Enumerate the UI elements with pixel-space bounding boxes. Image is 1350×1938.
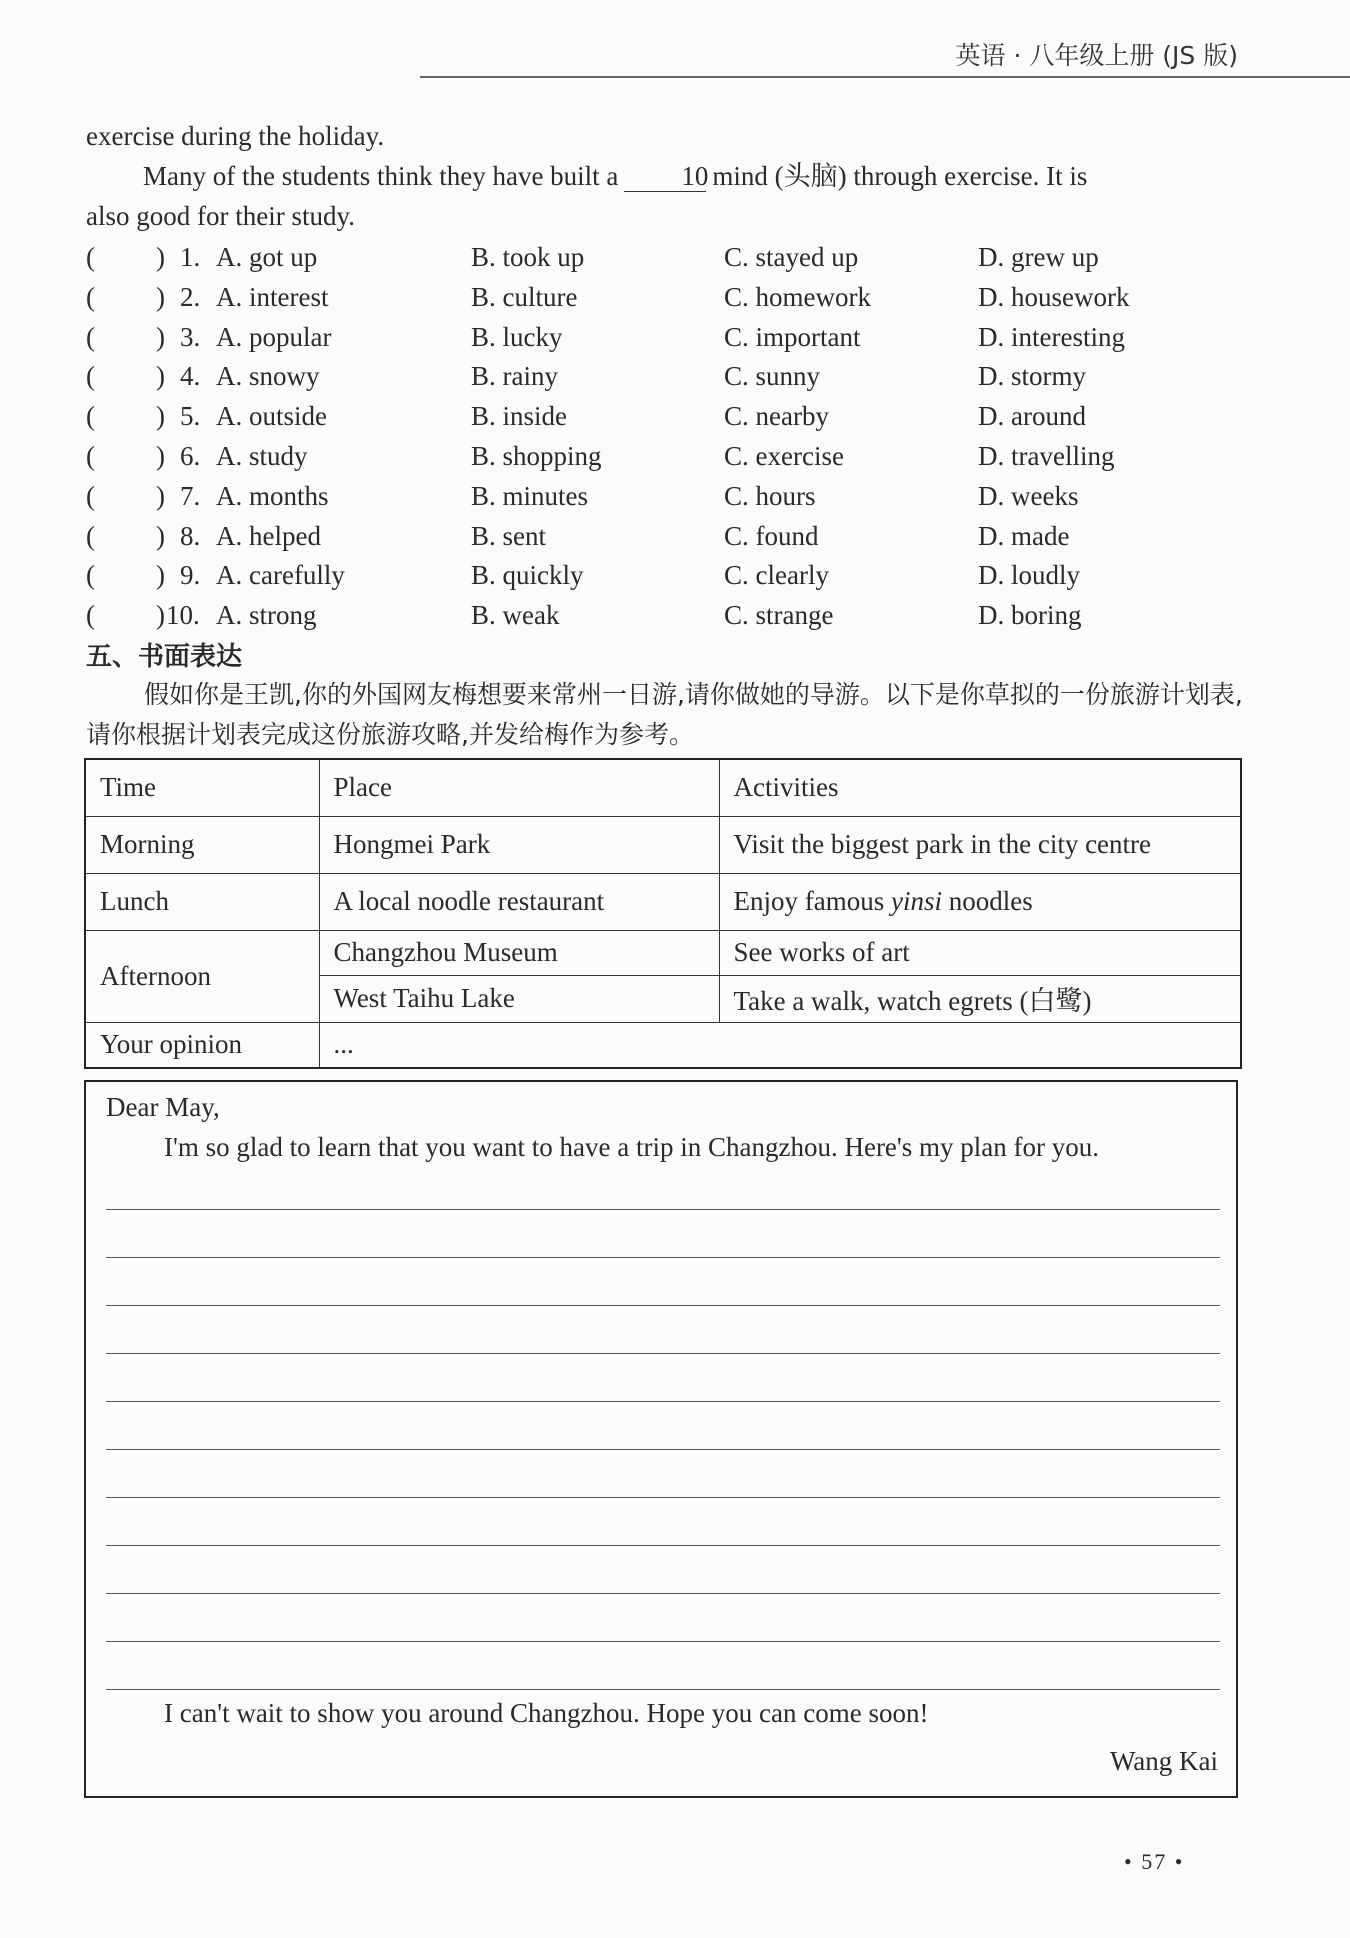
option-b: B. lucky: [471, 321, 563, 352]
table-row-afternoon-1: [85, 930, 1241, 975]
question-row-10: [86, 595, 1266, 635]
option-d: D. around: [978, 401, 1086, 432]
table-row-lunch: [85, 873, 1241, 930]
option-b: B. rainy: [471, 361, 558, 392]
time-lunch: Lunch: [85, 873, 319, 930]
passage-line-1: exercise during the holiday.: [86, 121, 385, 151]
option-b: B. inside: [471, 401, 568, 432]
answer-paren-close: ): [156, 520, 165, 551]
answer-paren-close: ): [156, 361, 165, 392]
question-row-1: [86, 237, 1266, 277]
option-c: C. strange: [724, 600, 834, 631]
question-number: 1.: [180, 242, 201, 272]
option-c: C. found: [724, 520, 819, 551]
place-morning: Hongmei Park: [319, 816, 719, 873]
answer-paren-close: ): [156, 480, 165, 511]
answer-paren-close: ): [156, 600, 165, 631]
writing-line[interactable]: [106, 1545, 1220, 1546]
question-number: 10.: [166, 600, 200, 631]
travel-plan-table: [84, 758, 1242, 1069]
letter-writing-box: [84, 1080, 1238, 1798]
book-header-title: 英语 · 八年级上册 (JS 版): [955, 41, 1238, 70]
option-a: A. popular: [216, 321, 332, 352]
option-c: C. nearby: [724, 401, 829, 432]
question-number: 3.: [180, 321, 201, 352]
option-b: B. weak: [471, 600, 560, 631]
option-c: C. important: [724, 321, 861, 352]
option-c: C. clearly: [724, 560, 829, 591]
question-row-9: [86, 555, 1266, 595]
activity-afternoon-1: See works of art: [719, 930, 1241, 975]
letter-closing: I can't wait to show you around Changzhou. Hope you can come soon!: [164, 1698, 929, 1728]
option-b: B. took up: [471, 242, 585, 272]
question-number: 6.: [180, 440, 201, 471]
place-lunch: A local noodle restaurant: [319, 873, 719, 930]
answer-paren-open[interactable]: (: [86, 520, 95, 551]
question-row-2: [86, 277, 1266, 317]
answer-paren-close: ): [156, 242, 165, 272]
section-heading: 五、书面表达: [86, 642, 243, 672]
option-a: A. study: [216, 440, 308, 471]
opinion-placeholder: ...: [319, 1022, 1241, 1068]
option-d: D. interesting: [978, 321, 1125, 352]
question-row-7: [86, 476, 1266, 516]
writing-line[interactable]: [106, 1641, 1220, 1642]
option-a: A. interest: [216, 281, 329, 312]
option-b: B. shopping: [471, 440, 602, 471]
writing-line[interactable]: [106, 1689, 1220, 1690]
activity-afternoon-2: Take a walk, watch egrets (白鹭): [719, 975, 1241, 1022]
place-afternoon-2: West Taihu Lake: [319, 975, 719, 1022]
option-c: C. homework: [724, 281, 871, 312]
header-activities: Activities: [719, 759, 1241, 816]
activity-lunch: [719, 873, 1241, 930]
table-header-row: [85, 759, 1241, 816]
activity-morning: Visit the biggest park in the city centre: [719, 816, 1241, 873]
option-d: D. housework: [978, 281, 1130, 312]
passage-line-2-after: mind (头脑) through exercise. It is: [712, 161, 1088, 191]
activity-lunch-after: noodles: [948, 886, 1033, 916]
writing-line[interactable]: [106, 1305, 1220, 1306]
activity-lunch-italic: yinsi: [890, 886, 942, 916]
writing-line[interactable]: [106, 1353, 1220, 1354]
answer-paren-open[interactable]: (: [86, 480, 95, 511]
question-number: 8.: [180, 520, 201, 551]
header-place: Place: [319, 759, 719, 816]
option-c: C. stayed up: [724, 242, 859, 272]
header-time: Time: [85, 759, 319, 816]
writing-line[interactable]: [106, 1593, 1220, 1594]
letter-signature: Wang Kai: [1109, 1746, 1218, 1776]
option-a: A. outside: [216, 401, 327, 432]
option-c: C. sunny: [724, 361, 821, 392]
page-number: • 57 •: [1124, 1849, 1185, 1874]
writing-line[interactable]: [106, 1401, 1220, 1402]
table-row-opinion: [85, 1022, 1241, 1068]
answer-paren-close: ): [156, 560, 165, 591]
writing-line[interactable]: [106, 1497, 1220, 1498]
letter-greeting: Dear May,: [106, 1092, 220, 1122]
blank-10: 10: [624, 161, 706, 192]
question-row-6: [86, 436, 1266, 476]
answer-paren-close: ): [156, 281, 165, 312]
option-c: C. exercise: [724, 440, 844, 471]
option-b: B. minutes: [471, 480, 589, 511]
time-opinion: Your opinion: [85, 1022, 319, 1068]
passage-line-2-before: Many of the students think they have built a: [143, 161, 619, 191]
answer-paren-open[interactable]: (: [86, 242, 95, 272]
header-rule: [420, 76, 1350, 78]
option-a: A. helped: [216, 520, 321, 551]
answer-paren-open[interactable]: (: [86, 281, 95, 312]
place-afternoon-1: Changzhou Museum: [319, 930, 719, 975]
option-a: A. strong: [216, 600, 317, 631]
writing-instructions: 假如你是王凯,你的外国网友梅想要来常州一日游,请你做她的导游。以下是你草拟的一份旅游计划表,请你根据计划表完成这份旅游攻略,并发给梅作为参考。: [86, 680, 1243, 749]
question-row-8: [86, 516, 1266, 556]
option-d: D. grew up: [978, 242, 1099, 272]
question-number: 4.: [180, 361, 201, 392]
question-list: [86, 237, 1266, 635]
table-row-morning: [85, 816, 1241, 873]
activity-lunch-before: Enjoy famous: [733, 886, 885, 916]
answer-paren-close: ): [156, 321, 165, 352]
option-a: A. months: [216, 480, 329, 511]
question-number: 2.: [180, 281, 201, 312]
writing-line[interactable]: [106, 1209, 1220, 1210]
option-d: D. travelling: [978, 440, 1115, 471]
letter-intro: I'm so glad to learn that you want to have a trip in Changzhou. Here's my plan for you.: [164, 1132, 1100, 1162]
question-row-4: [86, 356, 1266, 396]
option-b: B. quickly: [471, 560, 584, 591]
option-d: D. stormy: [978, 361, 1086, 392]
question-number: 7.: [180, 480, 201, 511]
answer-paren-open[interactable]: (: [86, 401, 95, 432]
passage-line-2: [86, 156, 1242, 196]
option-d: D. boring: [978, 600, 1082, 631]
time-morning: Morning: [85, 816, 319, 873]
option-a: A. snowy: [216, 361, 320, 392]
answer-paren-open[interactable]: (: [86, 361, 95, 392]
answer-paren-open[interactable]: (: [86, 560, 95, 591]
option-b: B. culture: [471, 281, 578, 312]
option-d: D. loudly: [978, 560, 1081, 591]
option-d: D. weeks: [978, 480, 1079, 511]
option-a: A. got up: [216, 242, 318, 272]
answer-paren-close: ): [156, 440, 165, 471]
passage-line-3: also good for their study.: [86, 201, 355, 231]
answer-paren-close: ): [156, 401, 165, 432]
writing-line[interactable]: [106, 1449, 1220, 1450]
question-number: 9.: [180, 560, 201, 591]
option-c: C. hours: [724, 480, 816, 511]
answer-paren-open[interactable]: (: [86, 600, 95, 631]
option-a: A. carefully: [216, 560, 345, 591]
answer-paren-open[interactable]: (: [86, 321, 95, 352]
answer-paren-open[interactable]: (: [86, 440, 95, 471]
option-d: D. made: [978, 520, 1070, 551]
writing-line[interactable]: [106, 1257, 1220, 1258]
time-afternoon: Afternoon: [85, 930, 319, 1022]
option-b: B. sent: [471, 520, 547, 551]
question-row-3: [86, 317, 1266, 357]
question-row-5: [86, 396, 1266, 436]
question-number: 5.: [180, 401, 201, 432]
